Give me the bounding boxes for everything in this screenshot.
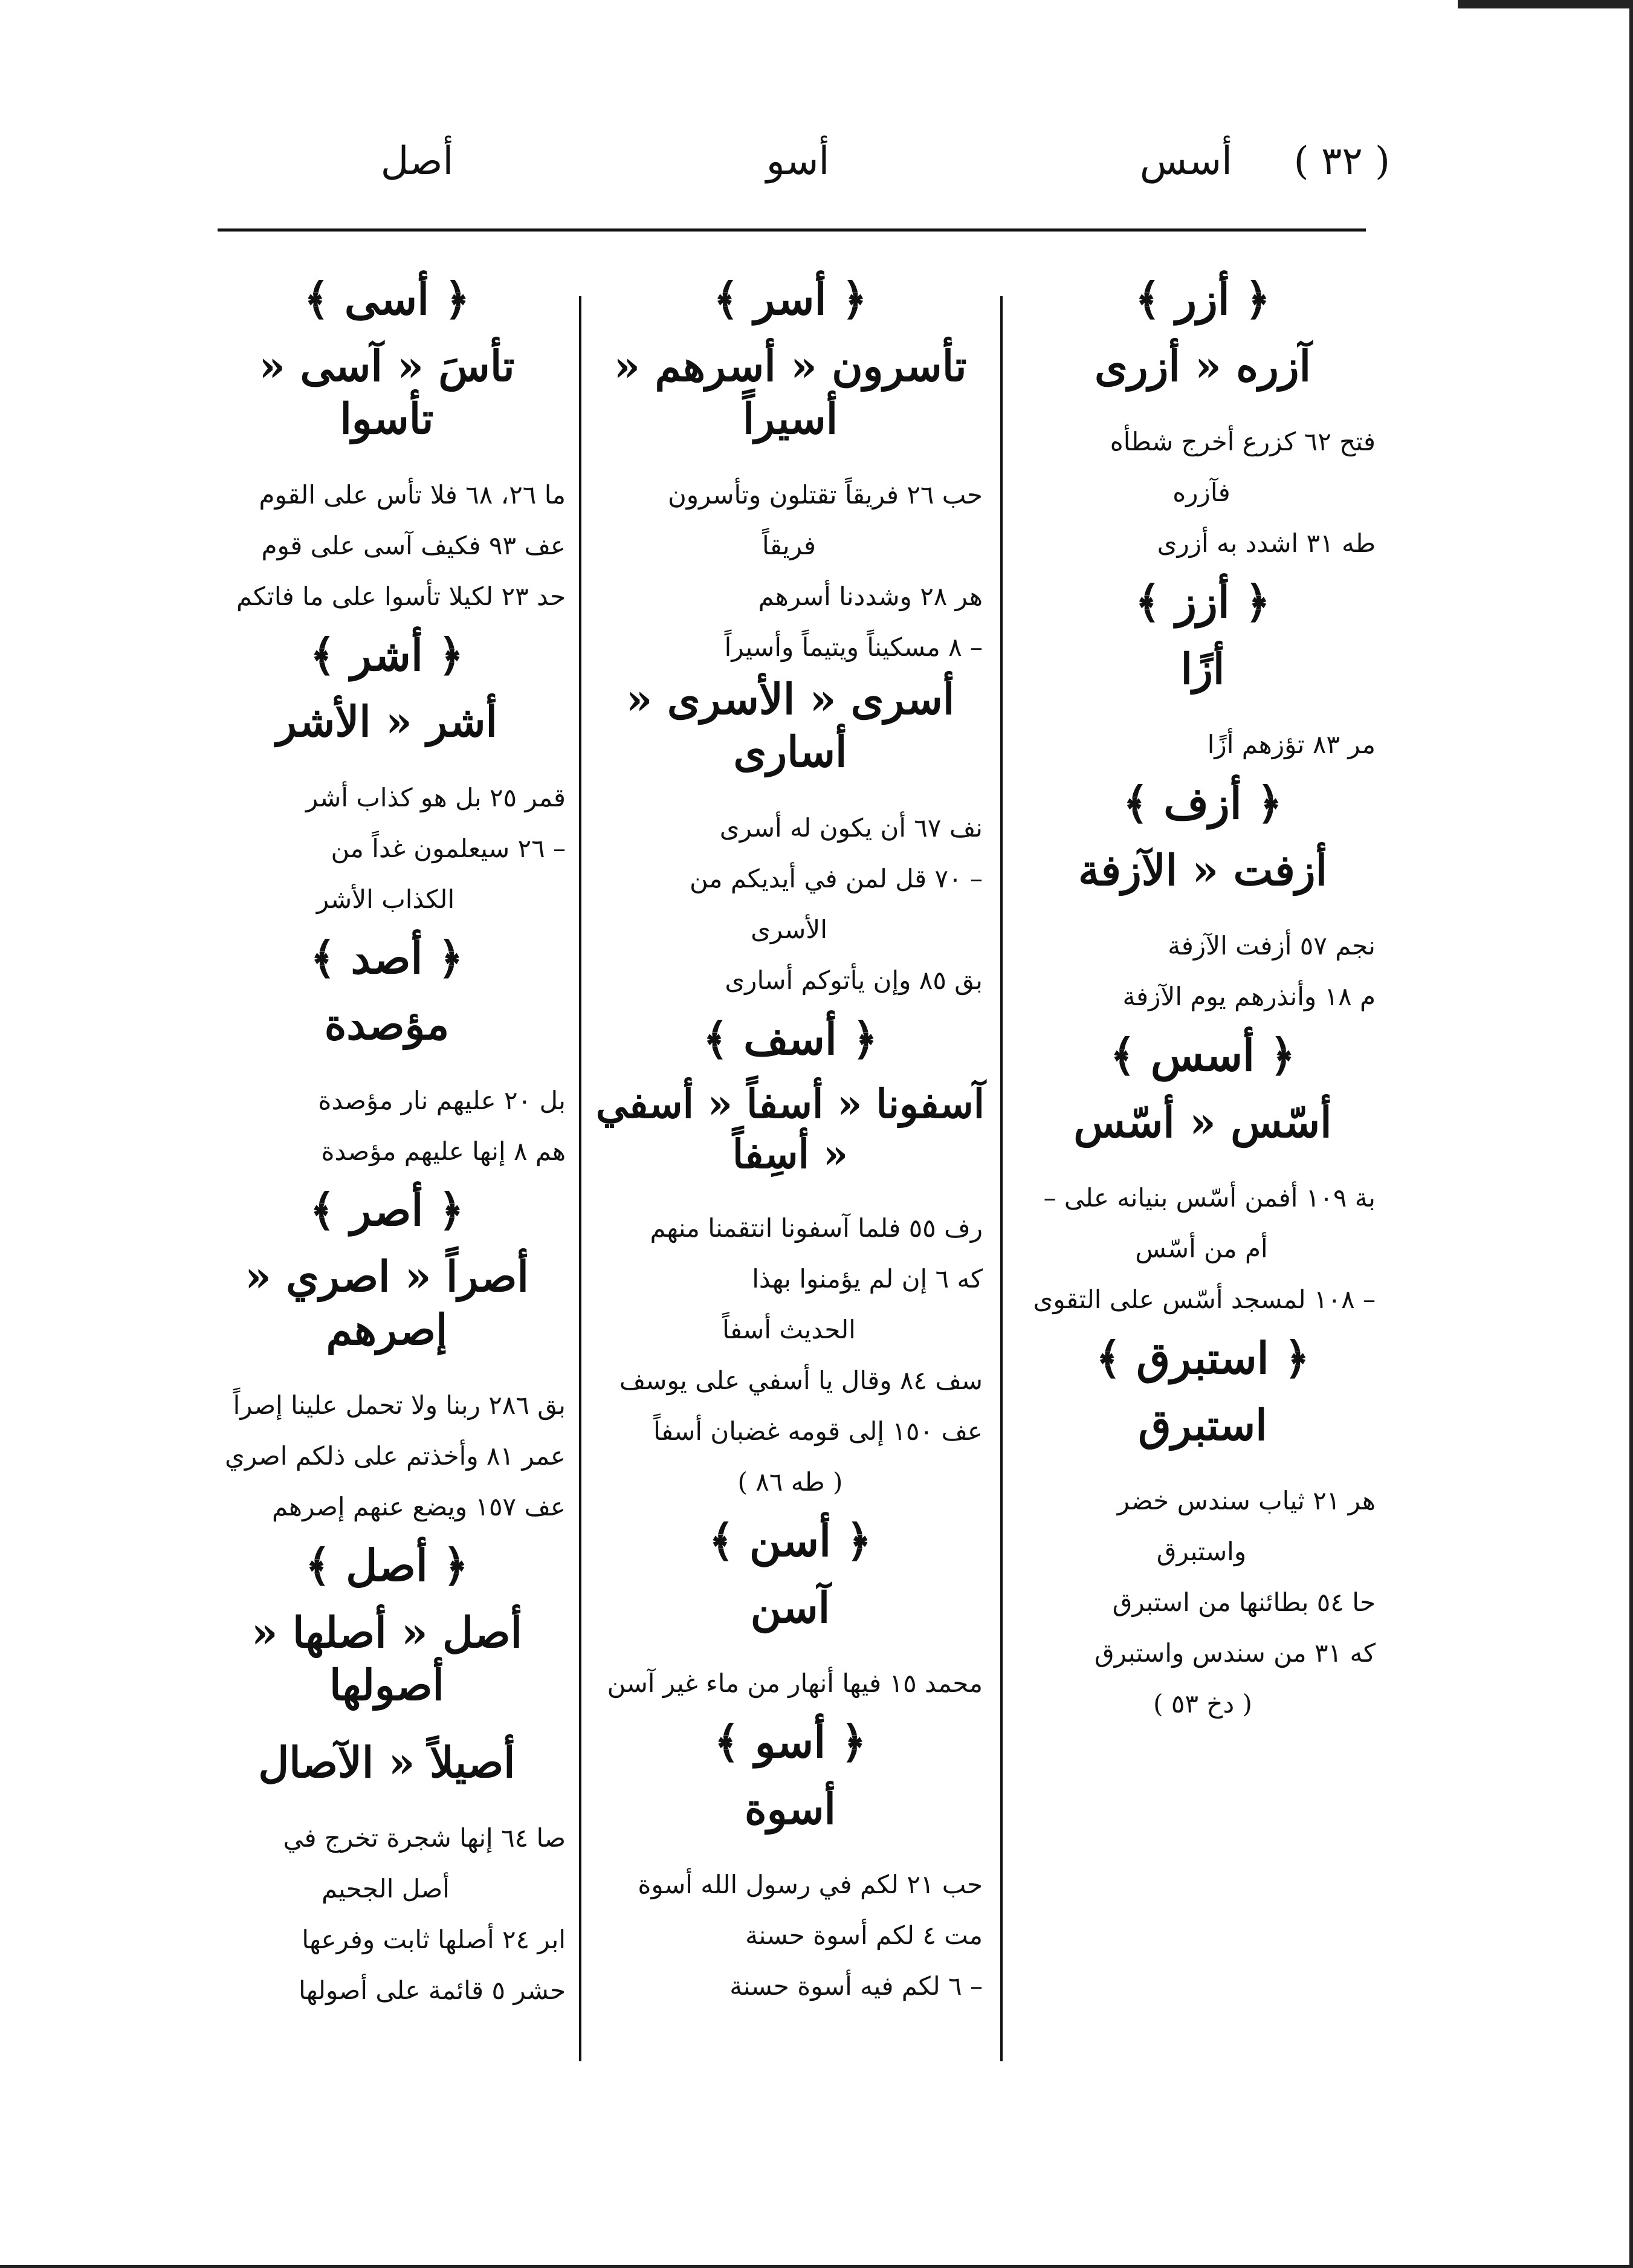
root-heading: ﴿ أسو ﴾ [714,1716,867,1768]
page-border-right [1629,0,1633,2268]
verse-continuation: فآزره [1172,478,1230,508]
derived-words: أزفت « الآزفة [1078,844,1328,895]
root-heading: ﴿ أسن ﴾ [708,1515,872,1567]
verse-reference: طه ٣١ اشدد به أزرى [1157,528,1376,559]
derived-words: آزره « أزرى [1094,340,1311,391]
derived-words: أسوة [745,1783,836,1834]
verse-reference: حد ٢٣ لكيلا تأسوا على ما فاتكم [236,581,566,611]
verse-reference: عف ٩٣ فكيف آسى على قوم [261,530,566,560]
derived-words: آسن [750,1582,830,1633]
verse-reference: بل ٢٠ عليهم نار مؤصدة [318,1085,566,1115]
verse-reference: ما ٢٦، ٦٨ فلا تأس على القوم [259,479,566,510]
derived-words: أصيلاً « الآصال [258,1737,516,1787]
root-heading: ﴿ أزف ﴾ [1123,777,1282,829]
verse-reference: مت ٤ لكم أسوة حسنة [745,1920,983,1951]
verse-continuation: واستبرق [1156,1537,1247,1567]
verse-reference: سف ٨٤ وقال يا أسفي على يوسف [619,1366,983,1396]
derived-words: أصل « أصلها « أصولها [251,1607,523,1711]
derived-words: أصراً « اصري « إصرهم [245,1251,529,1355]
derived-words: استبرق [1138,1399,1267,1450]
derived-words: تأسرون « أسرهم « أسيراً [613,340,967,444]
verse-reference: – ٨ مسكيناً ويتيماً وأسيراً [724,632,983,662]
verse-reference: نجم ٥٧ أزفت الآزفة [1168,931,1376,961]
verse-reference: عف ١٥٧ ويضع عنهم إصرهم [271,1492,566,1522]
root-heading: ﴿ أشر ﴾ [309,629,464,681]
verse-reference: بق ٨٥ وإن يأتوكم أسارى [725,965,983,995]
cross-reference: ( طه ٨٦ ) [737,1467,843,1497]
column-divider-left [579,296,581,2061]
verse-continuation: أم من أسّس [1135,1234,1268,1264]
derived-words: أشر « الأشر [276,696,497,747]
root-heading: ﴿ أسر ﴾ [713,273,867,325]
verse-reference: – ٧٠ قل لمن في أيديكم من [690,863,983,893]
verse-reference: – ٦ لكم فيه أسوة حسنة [729,1971,983,2001]
verse-reference: كه ٣١ من سندس واستبرق [1095,1638,1376,1668]
root-heading: ﴿ أسس ﴾ [1110,1029,1296,1081]
page-border-bottom [0,2265,1633,2268]
column-right [1027,266,1378,1729]
derived-words: أسّس « أسّس [1073,1097,1332,1147]
page-border-top [1458,0,1633,8]
cross-reference: ( دخ ٥٣ ) [1153,1689,1252,1719]
page-number-and-right-word [1140,139,1390,184]
root-heading: ﴿ أسى ﴾ [303,273,470,325]
derived-words: تأسَ « آسى « تأسوا [259,340,515,444]
verse-reference: فتح ٦٢ كزرع أخرج شطأه [1110,427,1376,457]
verse-reference: محمد ١٥ فيها أنهار من ماء غير آسن [607,1668,983,1699]
verse-reference: عمر ٨١ وأخذتم على ذلكم اصري [224,1441,566,1471]
root-heading: ﴿ أصد ﴾ [310,932,464,983]
header-right-word: أسس [1139,139,1232,184]
verse-reference: حب ٢١ لكم في رسول الله أسوة [638,1870,983,1900]
root-heading: ﴿ استبرق ﴾ [1096,1332,1310,1384]
verse-reference: كه ٦ إن لم يؤمنوا بهذا [752,1264,983,1294]
verse-reference: صا ٦٤ إنها شجرة تخرج في [283,1823,566,1853]
column-middle [595,266,985,2012]
root-heading: ﴿ أزز ﴾ [1134,576,1271,628]
verse-reference: قمر ٢٥ بل هو كذاب أشر [305,782,566,812]
derived-words: أسرى « الأسرى « أسارى [626,673,955,777]
column-divider-right [1000,296,1003,2061]
derived-words: مؤصدة [324,999,450,1050]
header-center-word: أسو [766,139,830,184]
column-left [205,266,568,2016]
verse-reference: حشر ٥ قائمة على أصولها [299,1975,566,2006]
derived-words: آسفونا « أسفاً « أسفي « أسِفاً [595,1080,985,1178]
verse-reference: م ١٨ وأنذرهم يوم الآزفة [1122,982,1376,1012]
verse-reference: بة ١٠٩ أفمن أسّس بنيانه على – [1043,1183,1376,1213]
verse-reference: رف ٥٥ فلما آسفونا انتقمنا منهم [650,1213,983,1243]
verse-continuation: فريقاً [762,530,816,560]
verse-reference: عف ١٥٠ إلى قومه غضبان أسفاً [653,1416,983,1447]
root-heading: ﴿ أصل ﴾ [305,1540,469,1592]
root-heading: ﴿ أصر ﴾ [309,1184,464,1236]
verse-reference: هر ٢١ ثياب سندس خضر [1117,1486,1376,1516]
verse-continuation: الحديث أسفاً [722,1315,856,1345]
verse-reference: هم ٨ إنها عليهم مؤصدة [321,1136,566,1166]
root-heading: ﴿ أزر ﴾ [1134,273,1271,325]
derived-words: أزًا [1180,643,1225,694]
page-number: ( ٣٢ ) [1293,139,1390,184]
header-left-word: أصل [380,139,454,184]
verse-reference: – ٢٦ سيعلمون غداً من [331,833,566,863]
header-rule [218,228,1366,232]
verse-reference: بق ٢٨٦ ربنا ولا تحمل علينا إصراً [233,1390,566,1421]
verse-reference: – ١٠٨ لمسجد أسّس على التقوى [1033,1285,1376,1315]
root-heading: ﴿ أسف ﴾ [702,1012,878,1064]
running-header [218,139,1390,206]
verse-reference: مر ٨٣ تؤزهم أزًا [1207,730,1376,760]
verse-reference: نف ٦٧ أن يكون له أسرى [719,812,983,843]
verse-reference: حا ٥٤ بطائنها من استبرق [1112,1587,1376,1618]
verse-continuation: الكذاب الأشر [316,884,455,914]
verse-reference: حب ٢٦ فريقاً تقتلون وتأسرون [667,479,983,510]
verse-continuation: الأسرى [751,914,827,944]
verse-reference: هر ٢٨ وشددنا أسرهم [758,581,983,611]
verse-continuation: أصل الجحيم [322,1874,450,1904]
verse-reference: ابر ٢٤ أصلها ثابت وفرعها [302,1925,566,1955]
